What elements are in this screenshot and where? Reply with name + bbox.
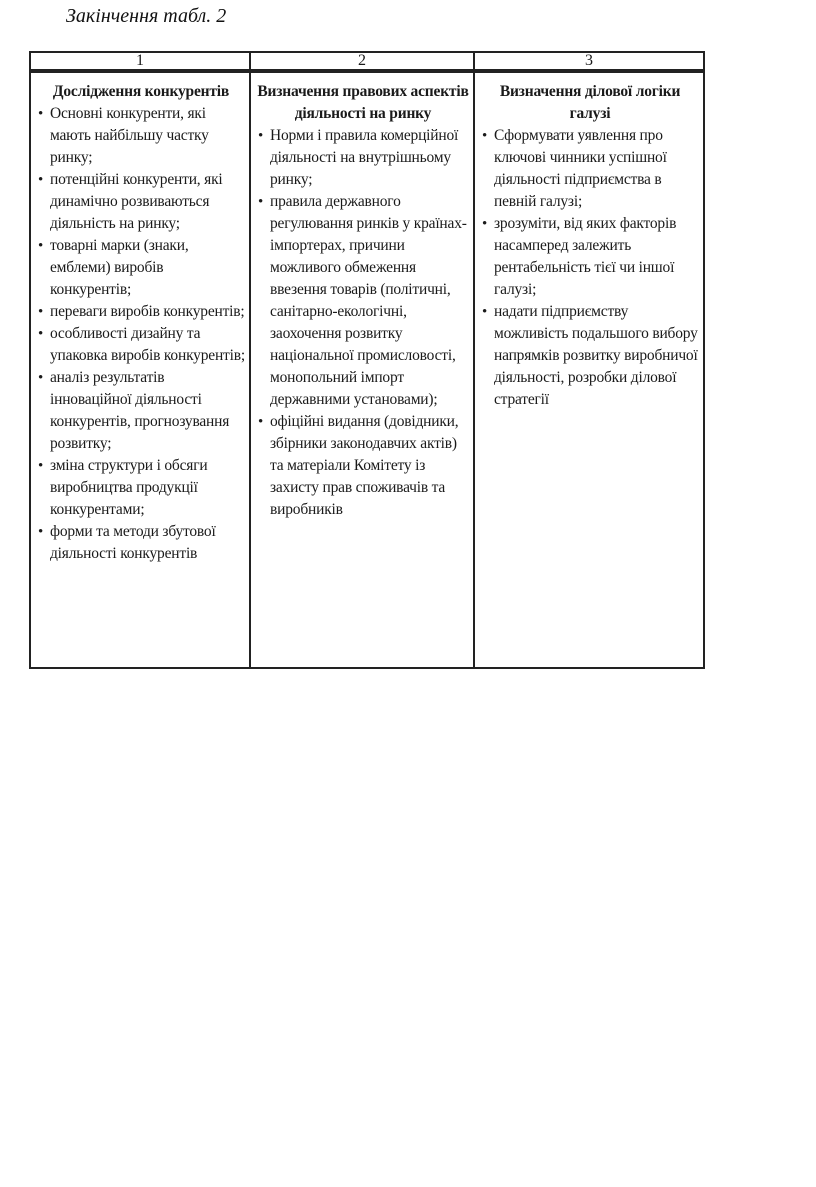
- column-title: Визначення ділової логіки галузі: [499, 83, 681, 122]
- list-item: • зміна структури і обсяги виробництва продукції конкурентами;: [37, 455, 245, 521]
- list-item: • потенційні конкуренти, які динамічно розвиваються діяльність на ринку;: [37, 169, 245, 235]
- list-item: • товарні марки (знаки, емблеми) виробів конкурентів;: [37, 235, 245, 301]
- list-item: • правила державного регулювання ринків у країнах-імпортерах, причини можливого обмеження ввезення товарів (політичні, санітарно-екологічні, заохочення розвитку національної промисловості, монопольний імпорт державними установами);: [257, 191, 469, 411]
- table-cell-business-logic: [474, 71, 704, 668]
- content-row: [30, 71, 704, 668]
- table-cell-legal-aspects: [250, 71, 474, 668]
- list-item: • форми та методи збутової діяльності конкурентів: [37, 521, 245, 565]
- list-item: • переваги виробів конкурентів;: [37, 301, 245, 323]
- list-item: • зрозуміти, від яких факторів насамперед залежить рентабельність тієї чи іншої галузі;: [481, 213, 699, 301]
- header-row: [30, 52, 704, 71]
- list-item: • надати підприємству можливість подальшого вибору напрямків розвитку виробничої діяльності, розробки ділової стратегії: [481, 301, 699, 411]
- list-item: • аналіз результатів інноваційної діяльності конкурентів, прогнозування розвитку;: [37, 367, 245, 455]
- column-number-2: 2: [250, 52, 474, 71]
- list-item: • Основні конкуренти, які мають найбільшу частку ринку;: [37, 103, 245, 169]
- bullet-list: [257, 125, 469, 521]
- content-table: [29, 51, 705, 669]
- table-cell-competitors: [30, 71, 250, 668]
- bullet-list: [481, 125, 699, 411]
- list-item: • офіційні видання (довідники, збірники законодавчих актів) та матеріали Комітету із захисту прав споживачів та виробників: [257, 411, 469, 521]
- list-item: • особливості дизайну та упаковка виробів конкурентів;: [37, 323, 245, 367]
- table-caption: Закінчення табл. 2: [66, 5, 227, 27]
- column-title: Визначення правових аспектів діяльності на ринку: [257, 83, 469, 122]
- column-number-1: 1: [30, 52, 250, 71]
- column-number-3: 3: [474, 52, 704, 71]
- column-title: Дослідження конкурентів: [52, 83, 230, 100]
- bullet-list: [37, 103, 245, 565]
- list-item: • Сформувати уявлення про ключові чинники успішної діяльності підприємства в певній галузі;: [481, 125, 699, 213]
- list-item: • Норми і правила комерційної діяльності на внутрішньому ринку;: [257, 125, 469, 191]
